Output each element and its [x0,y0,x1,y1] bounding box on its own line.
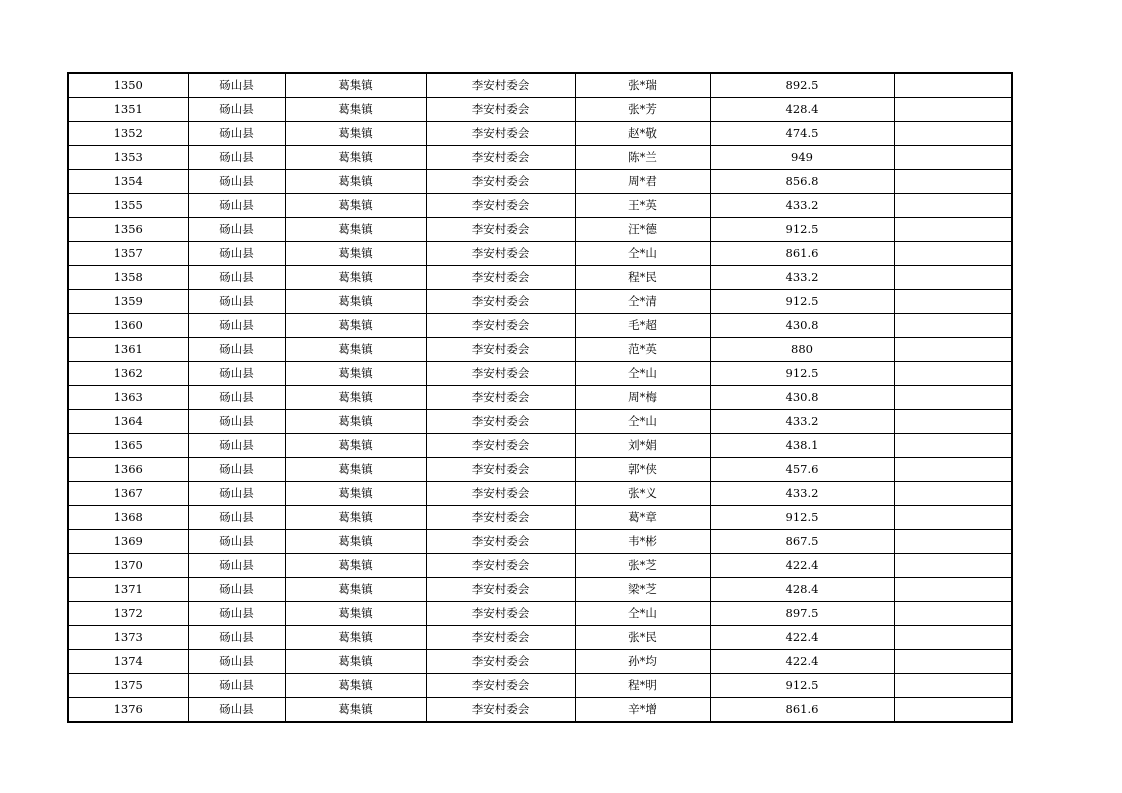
town-cell: 葛集镇 [285,170,426,194]
name-cell: 汪*德 [575,218,710,242]
town-cell: 葛集镇 [285,554,426,578]
row-number-cell: 1366 [68,458,188,482]
town-cell: 葛集镇 [285,146,426,170]
county-cell: 砀山县 [188,674,285,698]
town-cell: 葛集镇 [285,530,426,554]
county-cell: 砀山县 [188,578,285,602]
row-number-cell: 1364 [68,410,188,434]
town-cell: 葛集镇 [285,98,426,122]
row-number-cell: 1371 [68,578,188,602]
county-cell: 砀山县 [188,122,285,146]
note-cell [894,482,1012,506]
town-cell: 葛集镇 [285,482,426,506]
name-cell: 程*明 [575,674,710,698]
name-cell: 张*瑞 [575,73,710,98]
name-cell: 刘*娟 [575,434,710,458]
row-number-cell: 1362 [68,362,188,386]
table-row [68,98,1012,122]
name-cell: 张*义 [575,482,710,506]
name-cell: 陈*兰 [575,146,710,170]
note-cell [894,602,1012,626]
town-cell: 葛集镇 [285,578,426,602]
row-number-cell: 1363 [68,386,188,410]
table-row [68,578,1012,602]
name-cell: 赵*敬 [575,122,710,146]
row-number-cell: 1351 [68,98,188,122]
amount-cell: 433.2 [710,194,894,218]
note-cell [894,650,1012,674]
name-cell: 毛*超 [575,314,710,338]
name-cell: 仝*山 [575,362,710,386]
name-cell: 仝*山 [575,410,710,434]
amount-cell: 861.6 [710,698,894,723]
records-table [67,72,1013,723]
row-number-cell: 1374 [68,650,188,674]
county-cell: 砀山县 [188,410,285,434]
amount-cell: 949 [710,146,894,170]
town-cell: 葛集镇 [285,674,426,698]
note-cell [894,290,1012,314]
note-cell [894,170,1012,194]
town-cell: 葛集镇 [285,362,426,386]
amount-cell: 892.5 [710,73,894,98]
row-number-cell: 1359 [68,290,188,314]
village-committee-cell: 李安村委会 [426,674,575,698]
document-page [67,72,1013,723]
amount-cell: 856.8 [710,170,894,194]
name-cell: 王*英 [575,194,710,218]
amount-cell: 430.8 [710,386,894,410]
note-cell [894,410,1012,434]
county-cell: 砀山县 [188,290,285,314]
table-row [68,554,1012,578]
table-row [68,338,1012,362]
town-cell: 葛集镇 [285,218,426,242]
county-cell: 砀山县 [188,338,285,362]
village-committee-cell: 李安村委会 [426,338,575,362]
note-cell [894,218,1012,242]
note-cell [894,698,1012,723]
row-number-cell: 1367 [68,482,188,506]
note-cell [894,674,1012,698]
village-committee-cell: 李安村委会 [426,578,575,602]
records-table-body [68,73,1012,722]
village-committee-cell: 李安村委会 [426,314,575,338]
village-committee-cell: 李安村委会 [426,218,575,242]
note-cell [894,386,1012,410]
table-row [68,290,1012,314]
name-cell: 仝*山 [575,242,710,266]
amount-cell: 474.5 [710,122,894,146]
note-cell [894,242,1012,266]
row-number-cell: 1375 [68,674,188,698]
town-cell: 葛集镇 [285,122,426,146]
note-cell [894,434,1012,458]
county-cell: 砀山县 [188,530,285,554]
note-cell [894,194,1012,218]
county-cell: 砀山县 [188,554,285,578]
county-cell: 砀山县 [188,98,285,122]
amount-cell: 430.8 [710,314,894,338]
county-cell: 砀山县 [188,602,285,626]
amount-cell: 880 [710,338,894,362]
county-cell: 砀山县 [188,362,285,386]
table-row [68,218,1012,242]
note-cell [894,314,1012,338]
row-number-cell: 1361 [68,338,188,362]
name-cell: 葛*章 [575,506,710,530]
village-committee-cell: 李安村委会 [426,170,575,194]
row-number-cell: 1357 [68,242,188,266]
county-cell: 砀山县 [188,434,285,458]
town-cell: 葛集镇 [285,386,426,410]
village-committee-cell: 李安村委会 [426,386,575,410]
row-number-cell: 1365 [68,434,188,458]
note-cell [894,530,1012,554]
village-committee-cell: 李安村委会 [426,530,575,554]
table-row [68,674,1012,698]
county-cell: 砀山县 [188,386,285,410]
amount-cell: 457.6 [710,458,894,482]
village-committee-cell: 李安村委会 [426,506,575,530]
county-cell: 砀山县 [188,170,285,194]
table-row [68,170,1012,194]
county-cell: 砀山县 [188,218,285,242]
county-cell: 砀山县 [188,458,285,482]
name-cell: 梁*芝 [575,578,710,602]
name-cell: 张*芳 [575,98,710,122]
amount-cell: 422.4 [710,650,894,674]
table-row [68,73,1012,98]
table-row [68,626,1012,650]
note-cell [894,266,1012,290]
amount-cell: 438.1 [710,434,894,458]
table-row [68,602,1012,626]
town-cell: 葛集镇 [285,506,426,530]
table-row [68,530,1012,554]
amount-cell: 422.4 [710,626,894,650]
amount-cell: 912.5 [710,218,894,242]
table-row [68,362,1012,386]
row-number-cell: 1350 [68,73,188,98]
note-cell [894,506,1012,530]
table-row [68,434,1012,458]
village-committee-cell: 李安村委会 [426,410,575,434]
amount-cell: 428.4 [710,98,894,122]
county-cell: 砀山县 [188,266,285,290]
name-cell: 张*芝 [575,554,710,578]
row-number-cell: 1370 [68,554,188,578]
county-cell: 砀山县 [188,314,285,338]
row-number-cell: 1372 [68,602,188,626]
amount-cell: 422.4 [710,554,894,578]
name-cell: 范*英 [575,338,710,362]
row-number-cell: 1360 [68,314,188,338]
note-cell [894,362,1012,386]
name-cell: 郭*侠 [575,458,710,482]
amount-cell: 912.5 [710,290,894,314]
name-cell: 孙*均 [575,650,710,674]
village-committee-cell: 李安村委会 [426,242,575,266]
table-row [68,506,1012,530]
name-cell: 仝*清 [575,290,710,314]
row-number-cell: 1368 [68,506,188,530]
amount-cell: 867.5 [710,530,894,554]
amount-cell: 912.5 [710,362,894,386]
row-number-cell: 1373 [68,626,188,650]
table-row [68,266,1012,290]
county-cell: 砀山县 [188,626,285,650]
county-cell: 砀山县 [188,194,285,218]
town-cell: 葛集镇 [285,266,426,290]
village-committee-cell: 李安村委会 [426,626,575,650]
village-committee-cell: 李安村委会 [426,194,575,218]
village-committee-cell: 李安村委会 [426,146,575,170]
name-cell: 仝*山 [575,602,710,626]
row-number-cell: 1369 [68,530,188,554]
table-row [68,482,1012,506]
town-cell: 葛集镇 [285,434,426,458]
amount-cell: 897.5 [710,602,894,626]
town-cell: 葛集镇 [285,650,426,674]
row-number-cell: 1353 [68,146,188,170]
name-cell: 辛*增 [575,698,710,723]
amount-cell: 428.4 [710,578,894,602]
note-cell [894,146,1012,170]
note-cell [894,626,1012,650]
town-cell: 葛集镇 [285,242,426,266]
name-cell: 程*民 [575,266,710,290]
town-cell: 葛集镇 [285,410,426,434]
village-committee-cell: 李安村委会 [426,266,575,290]
row-number-cell: 1352 [68,122,188,146]
county-cell: 砀山县 [188,506,285,530]
village-committee-cell: 李安村委会 [426,98,575,122]
village-committee-cell: 李安村委会 [426,434,575,458]
town-cell: 葛集镇 [285,602,426,626]
village-committee-cell: 李安村委会 [426,650,575,674]
village-committee-cell: 李安村委会 [426,482,575,506]
town-cell: 葛集镇 [285,290,426,314]
note-cell [894,338,1012,362]
village-committee-cell: 李安村委会 [426,698,575,723]
note-cell [894,98,1012,122]
table-row [68,458,1012,482]
table-row [68,386,1012,410]
village-committee-cell: 李安村委会 [426,73,575,98]
table-row [68,122,1012,146]
county-cell: 砀山县 [188,482,285,506]
county-cell: 砀山县 [188,650,285,674]
county-cell: 砀山县 [188,73,285,98]
county-cell: 砀山县 [188,698,285,723]
amount-cell: 433.2 [710,266,894,290]
name-cell: 周*君 [575,170,710,194]
name-cell: 张*民 [575,626,710,650]
table-row [68,410,1012,434]
note-cell [894,122,1012,146]
town-cell: 葛集镇 [285,194,426,218]
village-committee-cell: 李安村委会 [426,290,575,314]
table-row [68,194,1012,218]
amount-cell: 433.2 [710,410,894,434]
town-cell: 葛集镇 [285,698,426,723]
row-number-cell: 1356 [68,218,188,242]
row-number-cell: 1358 [68,266,188,290]
amount-cell: 912.5 [710,674,894,698]
row-number-cell: 1354 [68,170,188,194]
table-row [68,698,1012,723]
town-cell: 葛集镇 [285,314,426,338]
row-number-cell: 1376 [68,698,188,723]
table-row [68,242,1012,266]
amount-cell: 433.2 [710,482,894,506]
row-number-cell: 1355 [68,194,188,218]
note-cell [894,73,1012,98]
county-cell: 砀山县 [188,146,285,170]
county-cell: 砀山县 [188,242,285,266]
village-committee-cell: 李安村委会 [426,122,575,146]
table-row [68,314,1012,338]
village-committee-cell: 李安村委会 [426,554,575,578]
name-cell: 韦*彬 [575,530,710,554]
table-row [68,650,1012,674]
amount-cell: 912.5 [710,506,894,530]
town-cell: 葛集镇 [285,73,426,98]
village-committee-cell: 李安村委会 [426,458,575,482]
note-cell [894,578,1012,602]
amount-cell: 861.6 [710,242,894,266]
town-cell: 葛集镇 [285,338,426,362]
village-committee-cell: 李安村委会 [426,602,575,626]
name-cell: 周*梅 [575,386,710,410]
note-cell [894,554,1012,578]
town-cell: 葛集镇 [285,626,426,650]
note-cell [894,458,1012,482]
village-committee-cell: 李安村委会 [426,362,575,386]
table-row [68,146,1012,170]
town-cell: 葛集镇 [285,458,426,482]
